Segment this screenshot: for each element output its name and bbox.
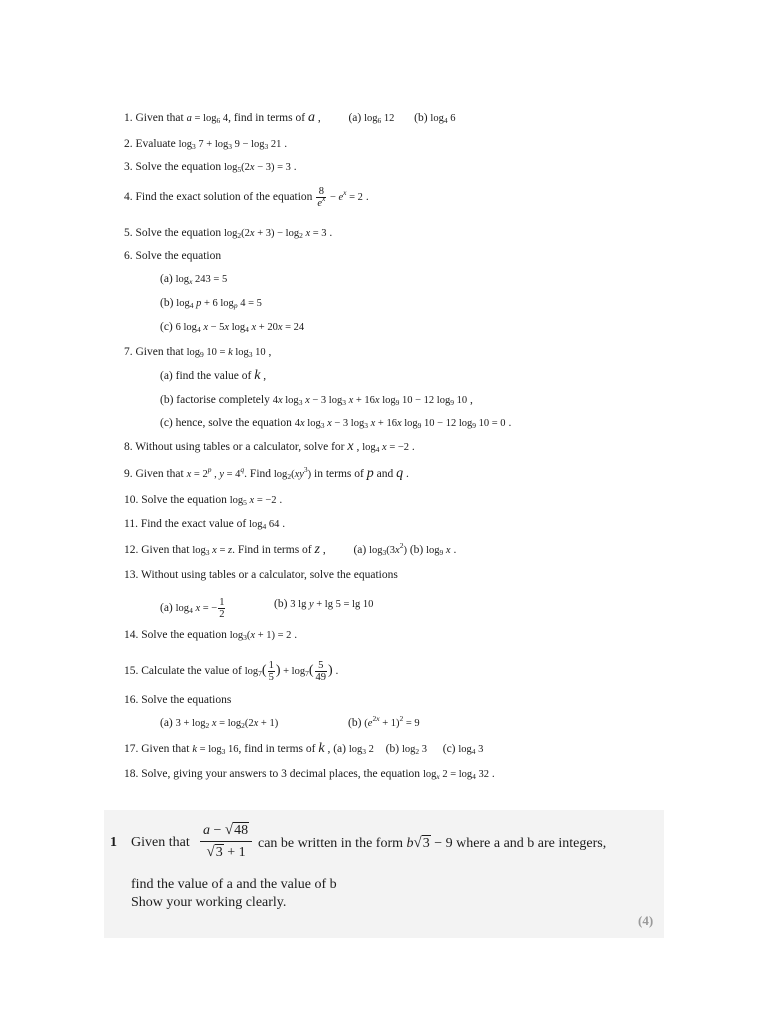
question-3: 3. Solve the equation $\log_5(2x - 3) = 3$ . [124, 161, 297, 174]
question-13b: (b) 3 lg y + lg 5 = lg 10 [274, 598, 374, 610]
question-16b: (b) $(e^{2x} + 1)^2 = 9$ [348, 714, 420, 729]
question-2: 2. Evaluate $\log_3 7 + \log_3 9 - \log_3 21$ . [124, 138, 288, 151]
question-6b: (b) $\log_4 p + 6$ $\log_p 4 = 5$ [160, 297, 262, 310]
question-7b: (b) factorise completely 4x $\log_3 x - 3$ $\log_3 x + 16x$ $\log_9 10 - 12$ $\log_9 10$ , [160, 394, 473, 407]
question-7: 7. Given that $\log_9 10 = k$ $\log_3 10$ , [124, 346, 272, 359]
question-6a: (a) $\log_x 243 = 5$ [160, 273, 228, 286]
question-9: 9. Given that $x = 2^p$ , $y = 4^q$. Find $\log_2(xy^3)$ in terms of p and q . [124, 465, 409, 481]
question-11: 11. Find the exact value of $\log_4 64$ . [124, 518, 286, 531]
question-6: 6. Solve the equation [124, 250, 222, 262]
question-7a: (a) find the value of k , [160, 368, 267, 383]
question-18: 18. Solve, giving your answers to 3 decimal places, the equation $\log_x 2 = \log_4 32$ . [124, 768, 495, 781]
question-12: 12. Given that $\log_3 x = z$. Find in terms of z , (a) $\log_3(3x^2)$ (b) $\log_9 x$ . [124, 541, 457, 557]
exam-question-line-2: find the value of a and the value of b [131, 877, 337, 892]
question-5: 5. Solve the equation $\log_2(2x + 3) - \log_2 x = 3$ . [124, 227, 333, 240]
exam-question-line-1: Given that [131, 835, 190, 850]
question-14: 14. Solve the equation $\log_3(x + 1) = 2$ . [124, 629, 298, 642]
exam-fraction: a − √48 √3 + 1 [200, 820, 252, 863]
exam-question-panel [104, 810, 664, 938]
question-15: 15. Calculate the value of $\log_7$( $\frac{1}{5}$ ) + $\log_7$( $\frac{5}{49}$ ) . [124, 660, 339, 683]
question-10: 10. Solve the equation $\log_5 x = -2$ . [124, 494, 283, 507]
question-1: 1. Given that $a = \log_6 4$, find in terms of a , (a) $\log_6 12$ (b) $\log_4 6$ [124, 110, 456, 125]
question-16a: (a) $3 + \log_2 x = \log_2(2x + 1)$ [160, 717, 279, 730]
question-16: 16. Solve the equations [124, 694, 232, 706]
question-13: 13. Without using tables or a calculator, solve the equations [124, 569, 398, 581]
question-6c: (c) 6 $\log_4 x - 5x$ $\log_4 x + 20x = 24$ [160, 321, 305, 334]
question-13a: (a) $\log_4 x$ = − $\frac{1}{2}$ [160, 597, 225, 620]
question-17: 17. Given that $k = \log_3 16$, find in terms of k , (a) $\log_3 2$ (b) $\log_2 3$ (c) $\log_4 3$ [124, 741, 484, 756]
exam-question-number: 1 [110, 835, 117, 850]
marks-label: (4) [638, 913, 654, 928]
exam-question-line-3: Show your working clearly. [131, 895, 287, 910]
question-8: 8. Without using tables or a calculator, solve for x , $\log_4 x = -2$ . [124, 439, 415, 454]
question-4: 4. Find the exact solution of the equation $\frac{8}{e^x}$ − $e^x = 2$ . [124, 186, 369, 209]
question-7c: (c) hence, solve the equation 4x $\log_3 x - 3$ $\log_3 x + 16x$ $\log_9 10 - 12$ $\log_9 10 = 0$ . [160, 417, 512, 430]
exam-question-form: can be written in the form b√3 − 9 where a and b are integers, [258, 835, 607, 851]
